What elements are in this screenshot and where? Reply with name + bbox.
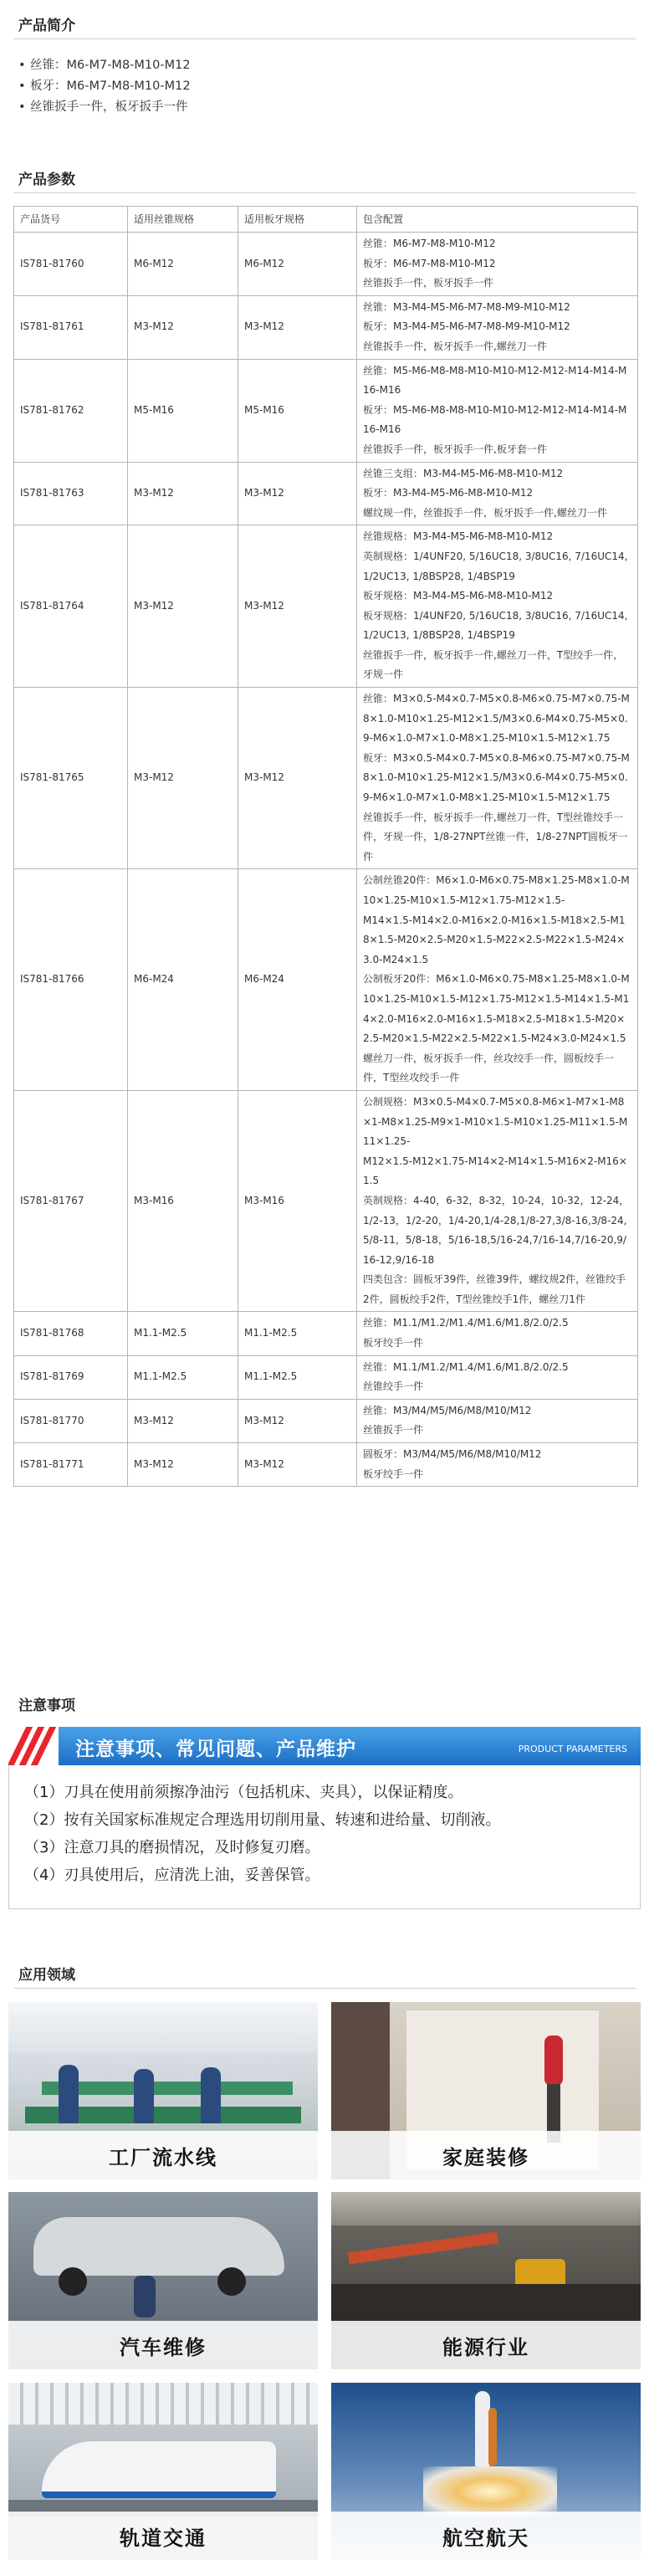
cell-product-code: IS781-81761 bbox=[14, 295, 128, 359]
cell-die-spec: M5-M16 bbox=[238, 359, 357, 462]
cell-die-spec: M3-M12 bbox=[238, 295, 357, 359]
brand-logo-icon bbox=[8, 1727, 59, 1765]
cell-tap-spec: M1.1-M2.5 bbox=[128, 1312, 238, 1355]
notes-list bbox=[8, 1765, 641, 1909]
cell-tap-spec: M1.1-M2.5 bbox=[128, 1355, 238, 1399]
cell-tap-spec: M3-M12 bbox=[128, 688, 238, 869]
cell-config: 丝锥：M6-M7-M8-M10-M12 板牙：M6-M7-M8-M10-M12 丝锥扳手一件，板牙扳手一件 bbox=[357, 233, 638, 296]
note-item: （4）刃具使用后，应清洗上油，妥善保管。 bbox=[24, 1867, 320, 1884]
cell-die-spec: M6-M24 bbox=[238, 869, 357, 1091]
cell-tap-spec: M3-M12 bbox=[128, 525, 238, 688]
cell-product-code: IS781-81763 bbox=[14, 462, 128, 525]
application-caption: 家庭装修 bbox=[331, 2131, 641, 2179]
application-caption: 汽车维修 bbox=[8, 2321, 318, 2369]
cell-tap-spec: M3-M12 bbox=[128, 1443, 238, 1487]
col-header-die: 适用板牙规格 bbox=[238, 207, 357, 233]
intro-item: • 丝锥扳手一件，板牙扳手一件 bbox=[18, 97, 191, 118]
table-row bbox=[14, 869, 638, 1091]
cell-product-code: IS781-81764 bbox=[14, 525, 128, 688]
col-header-tap: 适用丝锥规格 bbox=[128, 207, 238, 233]
application-caption: 航空航天 bbox=[331, 2512, 641, 2560]
cell-product-code: IS781-81766 bbox=[14, 869, 128, 1091]
cell-product-code: IS781-81765 bbox=[14, 688, 128, 869]
cell-product-code: IS781-81771 bbox=[14, 1443, 128, 1487]
cell-tap-spec: M5-M16 bbox=[128, 359, 238, 462]
table-row bbox=[14, 462, 638, 525]
application-photo-aerospace bbox=[331, 2383, 641, 2560]
cell-config: 丝锥：M3×0.5-M4×0.7-M5×0.8-M6×0.75-M7×0.75-M8×1.0-M10×1.25-M12×1.5/M3×0.6-M4×0.75-M5×0.9-M6×1.0-M7×1.0-M8×1.25-M10×1.5-M12×1.75 板牙：M3×0.5-M4×0.7-M5×0.8-M6×0.75-M7×0.75-M8×1.0-M10×1.25-M12×1.5/M3×0.6-M4×0.75-M5×0.9-M6×1.0-M7×1.0-M8×1.25-M10×1.5-M12×1.75 丝锥扳手一件，板牙扳手一件,螺丝刀一件，T型丝锥绞手一件，牙规一件，1/8-27NPT丝锥一件，1/8-27NPT圆板牙一件 bbox=[357, 688, 638, 869]
table-row bbox=[14, 1355, 638, 1399]
application-photo-rail bbox=[8, 2383, 318, 2560]
cell-product-code: IS781-81762 bbox=[14, 359, 128, 462]
table-row bbox=[14, 525, 638, 688]
note-item: （3）注意刀具的磨损情况，及时修复刃磨。 bbox=[24, 1839, 320, 1856]
table-header-row bbox=[14, 207, 638, 233]
cell-product-code: IS781-81760 bbox=[14, 233, 128, 296]
cell-config: 丝锥：M1.1/M1.2/M1.4/M1.6/M1.8/2.0/2.5 板牙绞手一件 bbox=[357, 1312, 638, 1355]
cell-tap-spec: M3-M12 bbox=[128, 1399, 238, 1442]
notes-title: 注意事项 bbox=[18, 1698, 75, 1714]
application-caption: 工厂流水线 bbox=[8, 2131, 318, 2179]
table-row bbox=[14, 688, 638, 869]
intro-item: • 丝锥：M6-M7-M8-M10-M12 bbox=[18, 55, 191, 76]
cell-config: 丝锥：M3/M4/M5/M6/M8/M10/M12 丝锥扳手一件 bbox=[357, 1399, 638, 1442]
applications-divider bbox=[13, 1988, 636, 1989]
application-caption: 轨道交通 bbox=[8, 2512, 318, 2560]
application-photo-energy bbox=[331, 2192, 641, 2369]
table-row bbox=[14, 233, 638, 296]
cell-die-spec: M3-M16 bbox=[238, 1090, 357, 1312]
banner-subtitle: PRODUCT PARAMETERS bbox=[518, 1744, 627, 1754]
cell-tap-spec: M6-M24 bbox=[128, 869, 238, 1091]
intro-divider bbox=[13, 38, 636, 39]
cell-product-code: IS781-81769 bbox=[14, 1355, 128, 1399]
applications-title: 应用领域 bbox=[18, 1967, 75, 1984]
table-row bbox=[14, 295, 638, 359]
table-row bbox=[14, 1399, 638, 1442]
note-item: （1）刀具在使用前须擦净油污（包括机床、夹具），以保证精度。 bbox=[24, 1784, 463, 1801]
cell-config: 丝锥三支组：M3-M4-M5-M6-M8-M10-M12 板牙：M3-M4-M5-M6-M8-M10-M12 螺纹规一件，丝锥扳手一件，板牙扳手一件,螺丝刀一件 bbox=[357, 462, 638, 525]
cell-config: 丝锥：M1.1/M1.2/M1.4/M1.6/M1.8/2.0/2.5 丝锥绞手一件 bbox=[357, 1355, 638, 1399]
application-photo-factory bbox=[8, 2002, 318, 2179]
col-header-code: 产品货号 bbox=[14, 207, 128, 233]
note-item: （2）按有关国家标准规定合理选用切削用量、转速和进给量、切削液。 bbox=[24, 1811, 501, 1829]
cell-tap-spec: M6-M12 bbox=[128, 233, 238, 296]
cell-tap-spec: M3-M16 bbox=[128, 1090, 238, 1312]
cell-tap-spec: M3-M12 bbox=[128, 462, 238, 525]
intro-list bbox=[18, 55, 191, 118]
cell-die-spec: M1.1-M2.5 bbox=[238, 1355, 357, 1399]
cell-die-spec: M3-M12 bbox=[238, 462, 357, 525]
application-caption: 能源行业 bbox=[331, 2321, 641, 2369]
table-row bbox=[14, 359, 638, 462]
cell-config: 丝锥：M3-M4-M5-M6-M7-M8-M9-M10-M12 板牙：M3-M4-M5-M6-M7-M8-M9-M10-M12 丝锥扳手一件，板牙扳手一件,螺丝刀一件 bbox=[357, 295, 638, 359]
cell-product-code: IS781-81767 bbox=[14, 1090, 128, 1312]
intro-item: • 板牙：M6-M7-M8-M10-M12 bbox=[18, 76, 191, 97]
cell-config: 丝锥：M5-M6-M8-M8-M10-M10-M12-M12-M14-M14-M16-M16 板牙：M5-M6-M8-M8-M10-M10-M12-M12-M14-M14-M16-M16 丝锥扳手一件，板牙扳手一件,板牙套一件 bbox=[357, 359, 638, 462]
cell-config: 丝锥规格：M3-M4-M5-M6-M8-M10-M12 英制规格：1/4UNF20, 5/16UC18, 3/8UC16, 7/16UC14, 1/2UC13, 1/8BSP28, 1/4BSP19 板牙规格：M3-M4-M5-M6-M8-M10-M12 板牙规格：1/4UNF20, 5/16UC18, 3/8UC16, 7/16UC14, 1/2UC13, 1/8BSP28, 1/4BSP19 丝锥扳手一件，板牙扳手一件,螺丝刀一件，T型绞手一件，牙规一件 bbox=[357, 525, 638, 688]
cell-die-spec: M3-M12 bbox=[238, 525, 357, 688]
application-photo-home bbox=[331, 2002, 641, 2179]
cell-config: 圆板牙：M3/M4/M5/M6/M8/M10/M12 板牙绞手一件 bbox=[357, 1443, 638, 1487]
params-divider bbox=[13, 192, 636, 193]
cell-die-spec: M3-M12 bbox=[238, 1399, 357, 1442]
params-title: 产品参数 bbox=[18, 172, 75, 188]
application-photo-auto bbox=[8, 2192, 318, 2369]
cell-tap-spec: M3-M12 bbox=[128, 295, 238, 359]
table-row bbox=[14, 1090, 638, 1312]
table-row bbox=[14, 1443, 638, 1487]
cell-die-spec: M3-M12 bbox=[238, 1443, 357, 1487]
cell-config: 公制丝锥20件：M6×1.0-M6×0.75-M8×1.25-M8×1.0-M10×1.25-M10×1.5-M12×1.75-M12×1.5- M14×1.5-M14×2.0-M16×2.0-M16×1.5-M18×2.5-M18×1.5-M20×2.5-M20×1.5-M22×2.5-M22×1.5-M24×3.0-M24×1.5 公制板牙20件：M6×1.0-M6×0.75-M8×1.25-M8×1.0-M10×1.25-M10×1.5-M12×1.75-M12×1.5-M14×1.5-M14×2.0-M16×2.0-M16×1.5-M18×2.5-M18×1.5-M20×2.5-M20×1.5-M22×2.5-M22×1.5-M24×3.0-M24×1.5 螺丝刀一件，板牙扳手一件，丝攻绞手一件，圆板绞手一件，T型丝攻绞手一件 bbox=[357, 869, 638, 1091]
cell-die-spec: M3-M12 bbox=[238, 688, 357, 869]
cell-die-spec: M6-M12 bbox=[238, 233, 357, 296]
cell-product-code: IS781-81770 bbox=[14, 1399, 128, 1442]
notes-banner bbox=[8, 1727, 641, 1765]
intro-title: 产品简介 bbox=[18, 18, 75, 34]
col-header-config: 包含配置 bbox=[357, 207, 638, 233]
banner-title: 注意事项、常见问题、产品维护 bbox=[75, 1739, 356, 1760]
cell-product-code: IS781-81768 bbox=[14, 1312, 128, 1355]
table-row bbox=[14, 1312, 638, 1355]
cell-config: 公制规格：M3×0.5-M4×0.7-M5×0.8-M6×1-M7×1-M8×1-M8×1.25-M9×1-M10×1.5-M10×1.25-M11×1.5-M11×1.25- M12×1.5-M12×1.75-M14×2-M14×1.5-M16×2-M16×1.5 英制规格：4-40，6-32，8-32，10-24，10-32，12-24，1/2-13，1/2-20，1/4-20,1/4-28,1/8-27,3/8-16,3/8-24,5/8-11，5/8-18，5/16-18,5/16-24,7/16-14,7/16-20,9/16-12,9/16-18 四类包含：圆板牙39件，丝锥39件，螺纹规2件，丝锥绞手2件，圆板绞手2件，T型丝锥绞手1件，螺丝刀1件 bbox=[357, 1090, 638, 1312]
params-table bbox=[13, 206, 638, 1487]
cell-die-spec: M1.1-M2.5 bbox=[238, 1312, 357, 1355]
